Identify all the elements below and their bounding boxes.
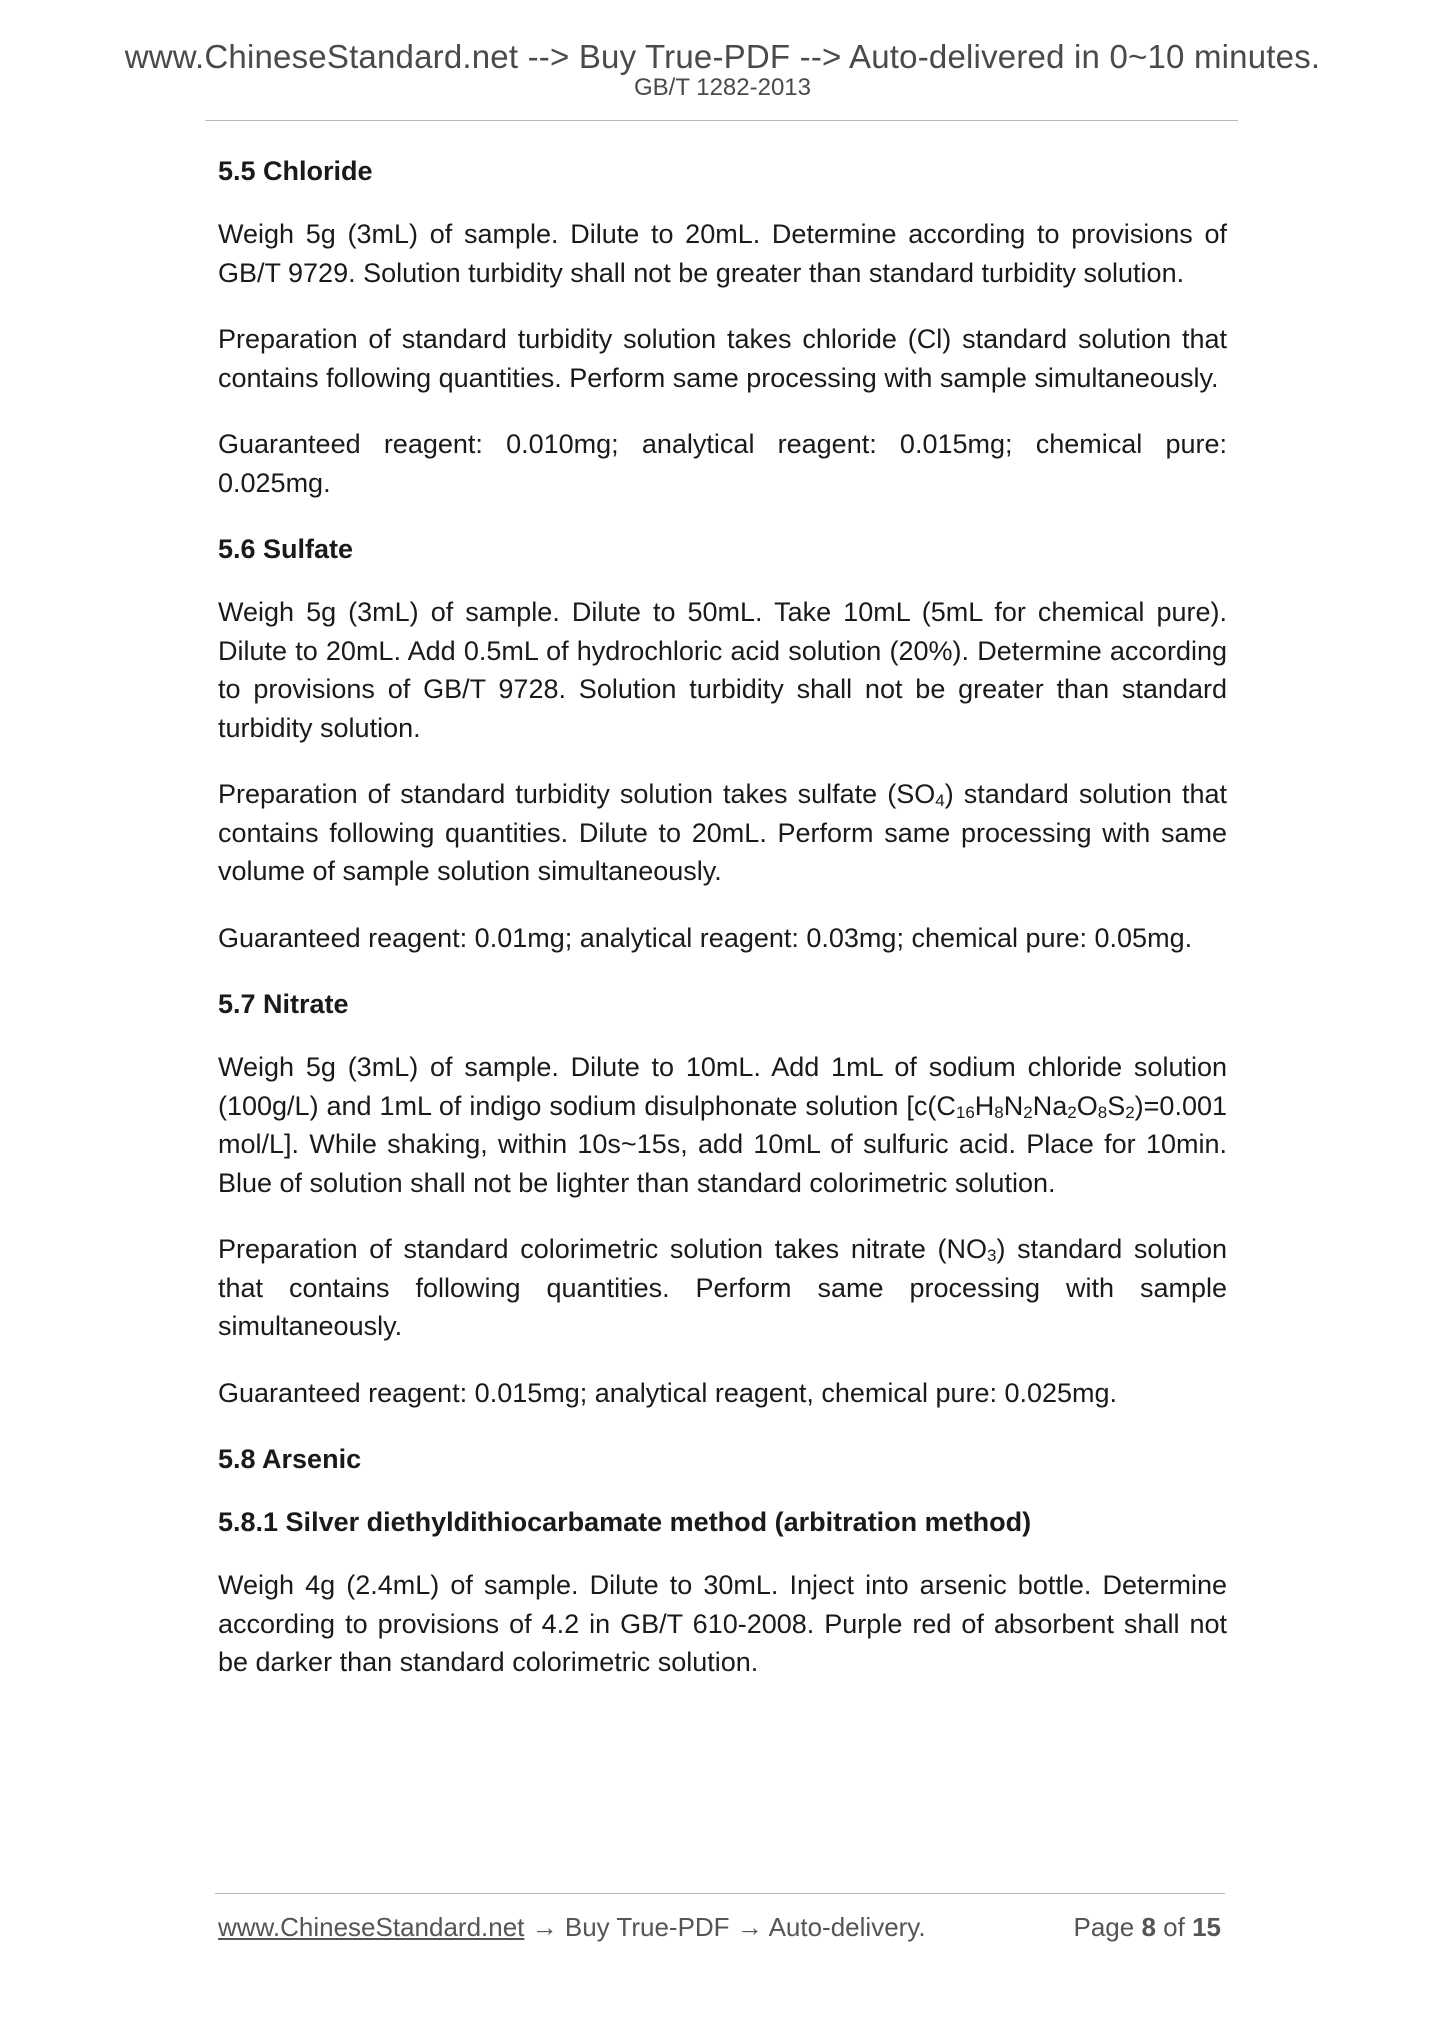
text-run: Na [1032, 1090, 1068, 1121]
paragraph: Guaranteed reagent: 0.010mg; analytical reagent: 0.015mg; chemical pure: 0.025mg. [218, 429, 1227, 498]
text-run: S [1107, 1090, 1126, 1121]
paragraph: Guaranteed reagent: 0.015mg; analytical reagent, chemical pure: 0.025mg. [218, 1377, 1118, 1408]
page-current: 8 [1141, 1912, 1156, 1942]
site-banner: www.ChineseStandard.net --> Buy True-PDF --> Auto-delivered in 0~10 minutes. [124, 38, 1321, 75]
subscript: 2 [1125, 1102, 1135, 1122]
text-run: )=0.001 mol/L]. While shaking, within 10s~15s, add 10mL of sulfuric acid. Place for 10min. Blue of solution shall not be lighter than standard colorimetric solution. [218, 1090, 1227, 1198]
footer-divider [215, 1893, 1225, 1894]
page-indicator [1073, 1912, 1221, 1943]
section-heading-sulfate: 5.6 Sulfate [218, 534, 354, 564]
paragraph: Guaranteed reagent: 0.01mg; analytical reagent: 0.03mg; chemical pure: 0.05mg. [218, 922, 1193, 953]
section-heading-chloride: 5.5 Chloride [218, 156, 373, 186]
paragraph: Weigh 5g (3mL) of sample. Dilute to 50mL. Take 10mL (5mL for chemical pure). Dilute to 20mL. Add 0.5mL of hydrochloric acid solution (20%). Determine according to provisions of GB/T 9728. Solution turbidity shall not be greater than standard turbidity solution. [218, 597, 1227, 743]
subsection-heading-silver-method: 5.8.1 Silver diethyldithiocarbamate method (arbitration method) [218, 1507, 1032, 1537]
page-of: of [1163, 1912, 1185, 1942]
text-run: ) standard solution that contains following quantities. Perform same processing with sample simultaneously. [218, 1234, 1227, 1341]
page-total: 15 [1192, 1912, 1221, 1942]
page-label: Page [1073, 1912, 1135, 1942]
text-run: H [974, 1090, 995, 1121]
paragraph [218, 1048, 1227, 1202]
subscript: 8 [1097, 1102, 1108, 1122]
footer-site-link[interactable]: www.ChineseStandard.net [218, 1912, 525, 1942]
text-run: Preparation of standard colorimetric solution takes nitrate (NO [218, 1234, 988, 1264]
document-body [218, 152, 1227, 1710]
subscript: 2 [1023, 1102, 1033, 1122]
paragraph: Weigh 4g (2.4mL) of sample. Dilute to 30mL. Inject into arsenic bottle. Determine according to provisions of 4.2 in GB/T 610-2008. Purple red of absorbent shall not be darker than standard colorimetric solution. [218, 1570, 1227, 1677]
text-run: N [1003, 1090, 1024, 1121]
subscript: 8 [994, 1102, 1004, 1122]
paragraph: Preparation of standard turbidity solution takes chloride (Cl) standard solution that contains following quantities. Perform same processing with sample simultaneously. [218, 324, 1227, 393]
text-run: ) standard solution that contains following quantities. Dilute to 20mL. Perform same processing with same volume of sample solution simultaneously. [218, 779, 1227, 886]
text-run: Weigh 5g (3mL) of sample. Dilute to 10mL. Add 1mL of sodium chloride solution (100g/L) and 1mL of indigo sodium disulphonate solution [c(C [218, 1052, 1227, 1121]
header-divider [205, 120, 1238, 121]
text-run: O [1076, 1090, 1098, 1121]
subscript: 16 [955, 1102, 975, 1122]
section-heading-arsenic: 5.8 Arsenic [218, 1444, 362, 1474]
text-run: Preparation of standard turbidity solution takes sulfate (SO [218, 779, 936, 809]
paragraph [218, 775, 1227, 891]
footer-tagline: → Buy True-PDF → Auto-delivery. [524, 1912, 926, 1942]
footer-links [218, 1912, 926, 1943]
subscript: 4 [935, 791, 945, 810]
subscript: 3 [987, 1246, 997, 1265]
document-id: GB/T 1282-2013 [633, 74, 811, 101]
paragraph [218, 1230, 1227, 1346]
section-heading-nitrate: 5.7 Nitrate [218, 989, 349, 1019]
paragraph: Weigh 5g (3mL) of sample. Dilute to 20mL. Determine according to provisions of GB/T 9729. Solution turbidity shall not be greater than standard turbidity solution. [218, 219, 1227, 288]
subscript: 2 [1067, 1102, 1077, 1122]
